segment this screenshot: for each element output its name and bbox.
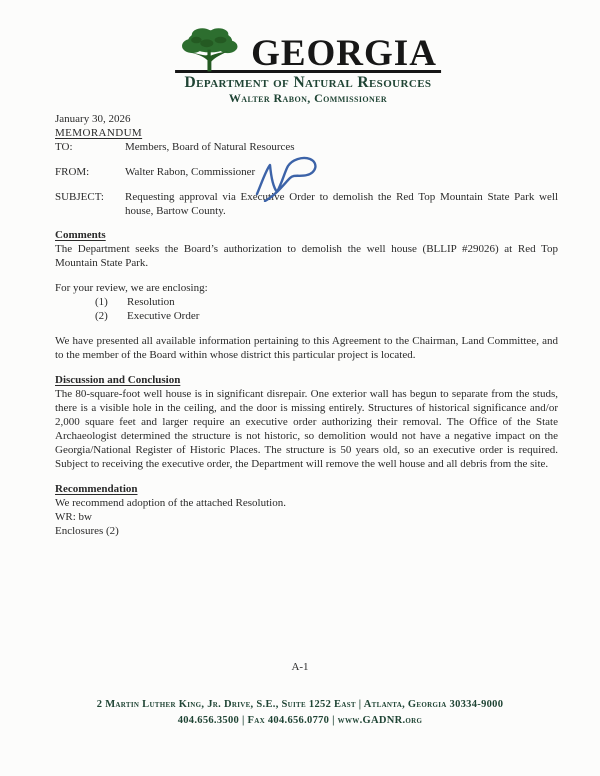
recommendation-heading: Recommendation — [55, 483, 138, 495]
enclosure-2-label: Executive Order — [127, 310, 200, 322]
memo-date: January 30, 2026 — [55, 113, 131, 125]
enclosure-1-number: (1) — [95, 296, 108, 308]
footer-address: 2 Martin Luther King, Jr. Drive, S.E., Suite 1252 East | Atlanta, Georgia 30334-9000 — [96, 699, 504, 710]
enclosing-intro: For your review, we are enclosing: — [55, 282, 208, 294]
comments-heading: Comments — [55, 229, 106, 241]
enclosure-2-number: (2) — [95, 310, 108, 322]
from-value: Walter Rabon, Commissioner — [125, 166, 256, 178]
initials-line: WR: bw — [55, 511, 92, 523]
to-label: TO: — [55, 141, 73, 153]
dnr-logo — [175, 25, 441, 73]
commissioner-name: Walter Rabon, Commissioner — [228, 90, 388, 105]
letterhead — [175, 25, 441, 105]
discussion-heading: Discussion and Conclusion — [55, 374, 181, 386]
subject-value: Requesting approval via Executive Order to demolish the Red Top Mountain State Park well house, Bartow County. — [125, 191, 558, 217]
memorandum-label: MEMORANDUM — [55, 127, 143, 139]
oak-tree-icon — [177, 25, 243, 72]
list-item — [55, 295, 558, 309]
enclosures-note: Enclosures (2) — [55, 525, 119, 537]
footer-contact: 404.656.3500 | Fax 404.656.0770 | www.GADNR.org — [177, 715, 423, 726]
presented-paragraph: We have presented all available information pertaining to this Agreement to the Chairman, Land Committee, and to the member of the Board within whose district this particular project is located. — [55, 335, 558, 361]
comments-paragraph: The Department seeks the Board’s authorization to demolish the well house (BLLIP #29026) at Red Top Mountain State Park. — [55, 243, 558, 269]
discussion-paragraph: The 80-square-foot well house is in significant disrepair. One exterior wall has begun to separate from the studs, there is a visible hole in the ceiling, and the door is missing entirely. Structures of historical significance and/or 2,000 square feet and larger require an executive order authorizing their removal. The Office of the State Archaeologist determined the structure is not historic, so demolition would not have a negative impact on the Georgia/National Register of Historic Places. The structure is 50 years old, so an executive order is required. Subject to receiving the executive order, the Department will remove the well house and all debris from the site. — [55, 388, 558, 470]
list-item — [55, 309, 558, 323]
recommendation-paragraph: We recommend adoption of the attached Resolution. — [55, 497, 286, 509]
to-row — [55, 140, 558, 154]
subject-label: SUBJECT: — [55, 191, 104, 203]
to-value: Members, Board of Natural Resources — [125, 141, 295, 153]
department-name: Department of Natural Resources — [184, 74, 432, 91]
subject-row — [55, 190, 558, 218]
letterhead-footer — [0, 697, 600, 729]
page-number: A-1 — [291, 661, 309, 673]
from-label: FROM: — [55, 166, 90, 178]
from-row — [55, 165, 558, 179]
memo-body — [55, 112, 558, 538]
enclosure-1-label: Resolution — [127, 296, 175, 308]
org-name: GEORGIA — [251, 32, 437, 74]
